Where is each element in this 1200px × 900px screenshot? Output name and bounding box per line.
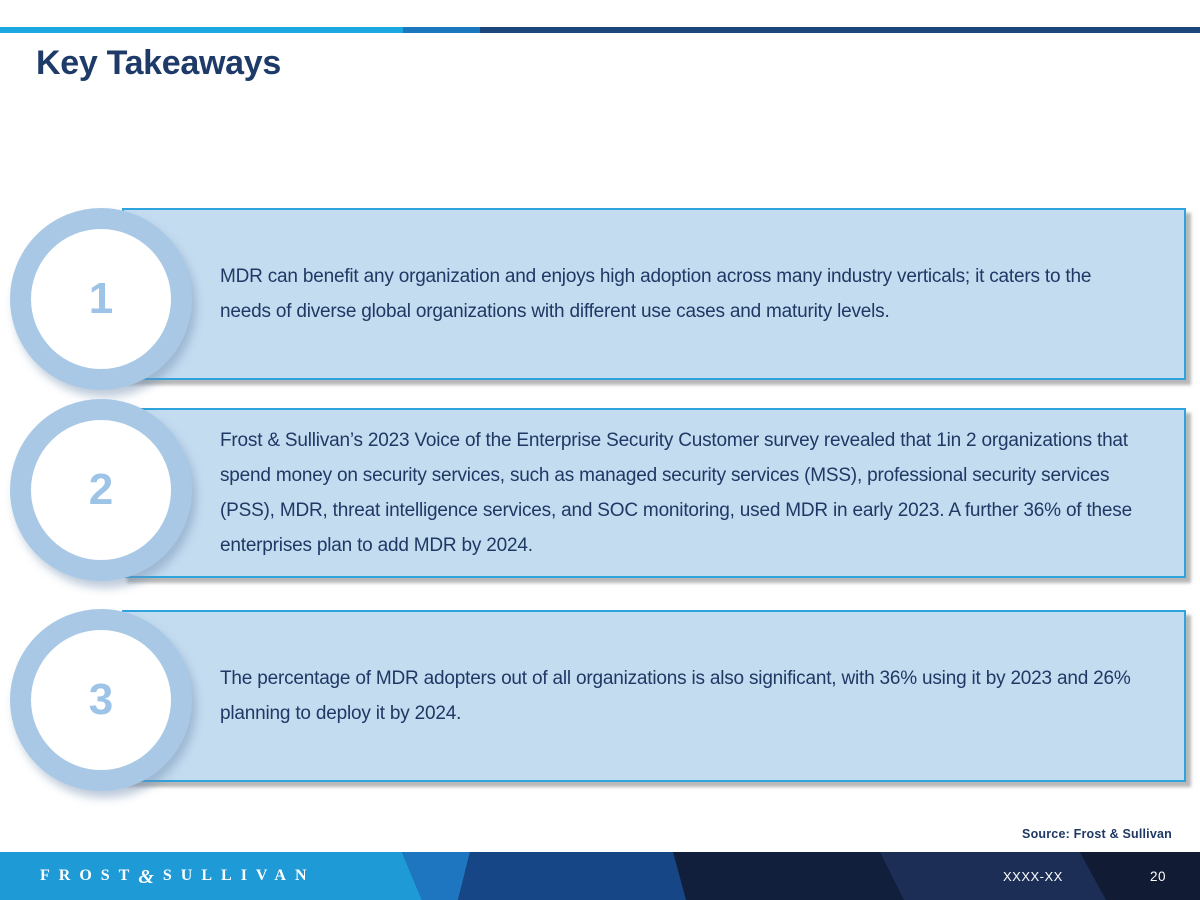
takeaway-text-2: Frost & Sullivan’s 2023 Voice of the Enterprise Security Customer survey revealed that 1in 2 organizations that spend money on security services, such as managed security services (MSS), professional security services (PSS), MDR, threat intelligence services, and SOC monitoring, used MDR in early 2023. A further 36% of these enterprises plan to add MDR by 2024. <box>220 430 1132 556</box>
takeaway-number-circle-3 <box>10 609 192 791</box>
stripe-segment-navy <box>480 27 1200 33</box>
takeaway-box-3 <box>122 610 1186 782</box>
page-number: 20 <box>1150 868 1167 884</box>
document-code: XXXX-XX <box>1003 868 1063 884</box>
top-accent-stripe <box>0 27 1200 33</box>
frost-sullivan-logo <box>40 852 316 900</box>
logo-frost: FROST <box>40 867 139 884</box>
takeaway-number-circle-1 <box>10 208 192 390</box>
page-title: Key Takeaways <box>36 44 281 82</box>
takeaway-number-1: 1 <box>88 274 114 323</box>
takeaway-box-2 <box>122 408 1186 578</box>
logo-ampersand: & <box>138 865 163 888</box>
stripe-segment-light-blue <box>0 27 403 33</box>
takeaway-number-circle-2 <box>10 399 192 581</box>
takeaway-text-1: MDR can benefit any organization and enjoys high adoption across many industry verticals; it caters to the needs of diverse global organizations with different use cases and maturity levels. <box>220 266 1092 322</box>
source-note: Source: Frost & Sullivan <box>1022 827 1172 841</box>
takeaway-text-3: The percentage of MDR adopters out of all organizations is also significant, with 36% using it by 2023 and 26% planning to deploy it by 2024. <box>220 668 1131 724</box>
takeaway-box-1 <box>122 208 1186 380</box>
stripe-segment-mid-blue <box>403 27 480 33</box>
footer-bar <box>0 852 1200 900</box>
takeaway-number-3: 3 <box>88 675 114 724</box>
logo-sullivan: SULLIVAN <box>162 867 316 884</box>
takeaway-number-2: 2 <box>88 465 114 514</box>
